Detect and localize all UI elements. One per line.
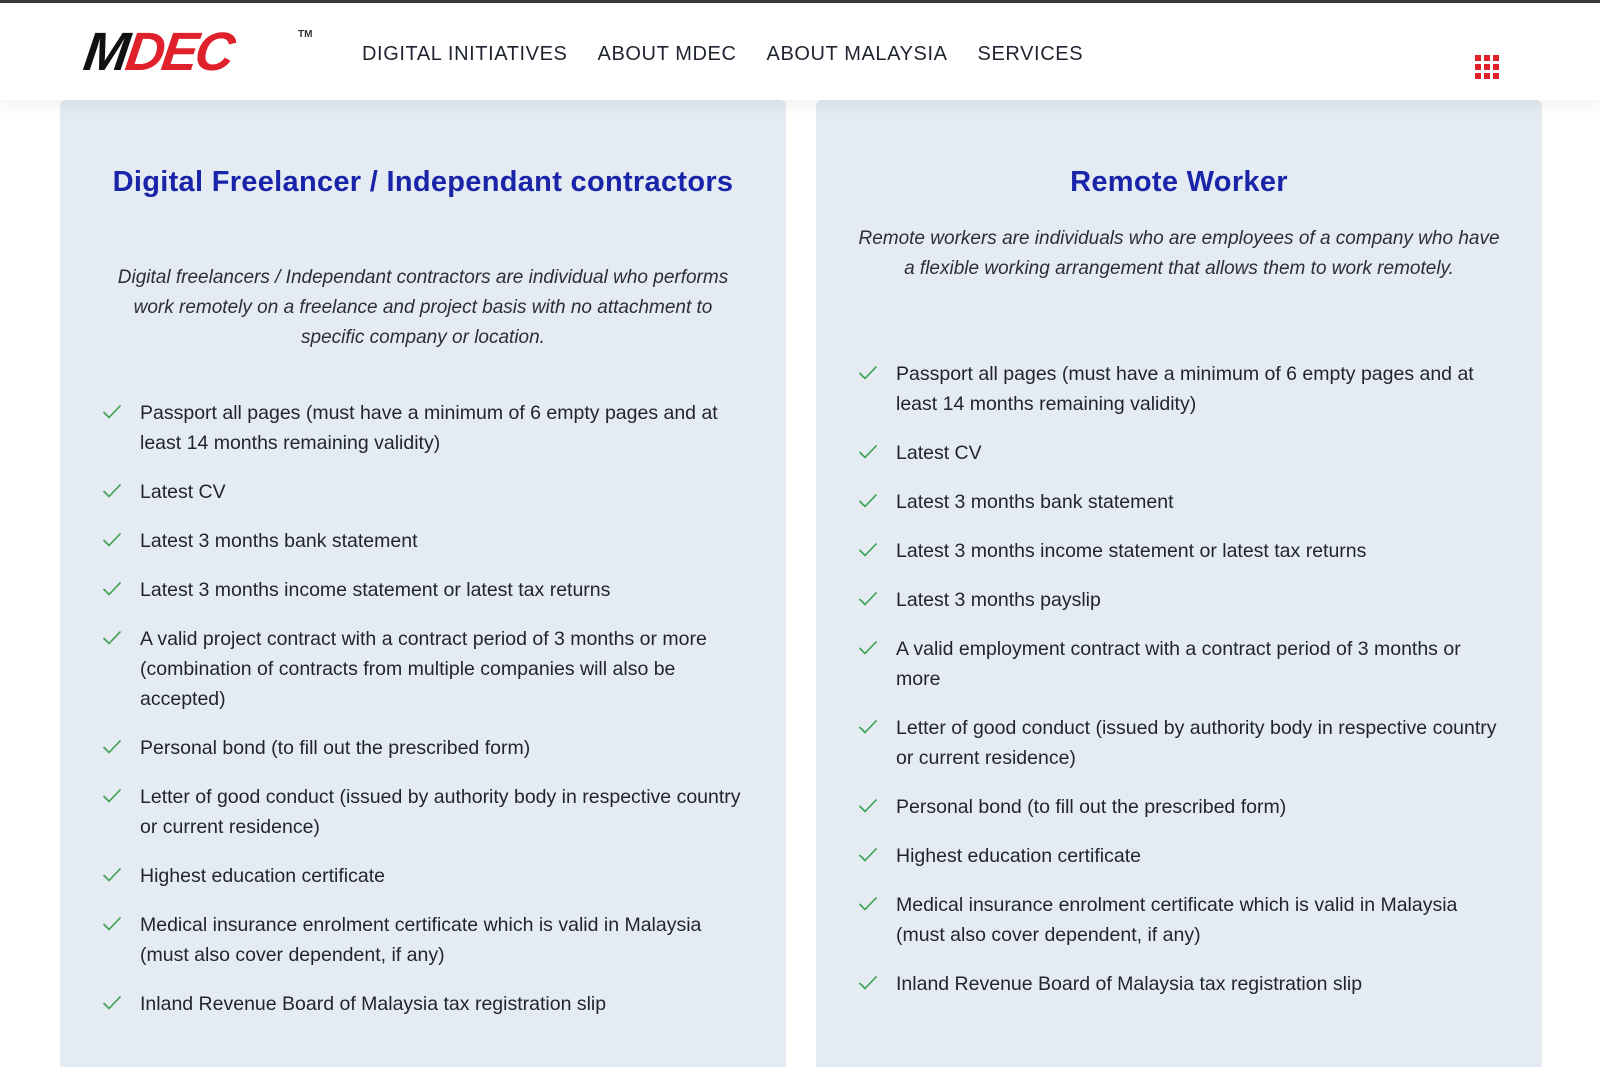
list-item — [102, 398, 752, 458]
checkmark-icon — [858, 847, 878, 863]
list-item-text: Highest education certificate — [896, 845, 1141, 867]
list-item-text: Latest 3 months payslip — [896, 589, 1101, 611]
checkmark-icon — [858, 798, 878, 814]
checkmark-icon — [858, 365, 878, 381]
list-item-text: A valid employment contract with a contract period of 3 months or more — [896, 638, 1461, 690]
checkmark-icon — [102, 916, 122, 932]
list-item-text: Passport all pages (must have a minimum of 6 empty pages and at least 14 months remaining validity) — [896, 363, 1474, 415]
checkmark-icon — [102, 739, 122, 755]
list-item — [858, 969, 1508, 999]
list-item-text: A valid project contract with a contract period of 3 months or more (combination of contracts from multiple companies will also be accepted) — [140, 628, 707, 710]
list-item-text: Latest 3 months bank statement — [140, 530, 418, 552]
checkmark-icon — [102, 532, 122, 548]
list-item — [858, 890, 1508, 950]
list-item-text: Medical insurance enrolment certificate which is valid in Malaysia (must also cover dependent, if any) — [896, 894, 1458, 946]
list-item — [858, 634, 1508, 694]
card-title: Digital Freelancer / Independant contractors — [112, 166, 734, 198]
requirements-list — [858, 359, 1508, 1018]
card-digital-freelancer — [60, 100, 786, 1067]
nav-services[interactable]: SERVICES — [977, 43, 1084, 65]
list-item-text: Personal bond (to fill out the prescribed form) — [140, 737, 531, 759]
list-item — [858, 487, 1508, 517]
checkmark-icon — [858, 896, 878, 912]
mdec-logo[interactable] — [80, 22, 320, 82]
card-description: Remote workers are individuals who are employees of a company who have a flexible working arrangement that allows them to work remotely. — [858, 228, 1500, 279]
checkmark-icon — [102, 483, 122, 499]
checkmark-icon — [102, 581, 122, 597]
checkmark-icon — [858, 975, 878, 991]
checkmark-icon — [858, 493, 878, 509]
nav-about-malaysia[interactable]: ABOUT MALAYSIA — [766, 43, 948, 65]
logo-letter-m: M — [80, 22, 131, 82]
list-item — [102, 989, 752, 1019]
list-item — [858, 841, 1508, 871]
list-item — [858, 359, 1508, 419]
checkmark-icon — [858, 640, 878, 656]
list-item-text: Personal bond (to fill out the prescribed form) — [896, 796, 1287, 818]
list-item-text: Letter of good conduct (issued by authority body in respective country or current residence) — [140, 786, 741, 838]
list-item — [102, 861, 752, 891]
list-item-text: Medical insurance enrolment certificate which is valid in Malaysia (must also cover dependent, if any) — [140, 914, 702, 966]
card-remote-worker — [816, 100, 1542, 1067]
list-item-text: Latest 3 months bank statement — [896, 491, 1174, 513]
checkmark-icon — [102, 788, 122, 804]
checkmark-icon — [102, 867, 122, 883]
list-item — [102, 733, 752, 763]
list-item-text: Latest CV — [896, 442, 982, 464]
checkmark-icon — [858, 444, 878, 460]
main-nav — [362, 3, 1113, 100]
list-item-text: Inland Revenue Board of Malaysia tax registration slip — [140, 993, 607, 1015]
list-item-text: Latest 3 months income statement or latest tax returns — [896, 540, 1367, 562]
requirements-list — [102, 398, 752, 1038]
list-item-text: Letter of good conduct (issued by authority body in respective country or current residence) — [896, 717, 1497, 769]
list-item — [102, 575, 752, 605]
list-item-text: Inland Revenue Board of Malaysia tax registration slip — [896, 973, 1363, 995]
list-item — [102, 526, 752, 556]
list-item — [858, 713, 1508, 773]
nav-about-mdec[interactable]: ABOUT MDEC — [597, 43, 737, 65]
list-item-text: Passport all pages (must have a minimum of 6 empty pages and at least 14 months remaining validity) — [140, 402, 718, 454]
trademark-symbol: TM — [298, 29, 313, 40]
logo-wordmark — [80, 21, 236, 83]
checkmark-icon — [858, 719, 878, 735]
logo-letters-dec: DEC — [122, 22, 236, 82]
nav-digital-initiatives[interactable]: DIGITAL INITIATIVES — [362, 43, 568, 65]
list-item-text: Highest education certificate — [140, 865, 385, 887]
checkmark-icon — [102, 995, 122, 1011]
checkmark-icon — [102, 630, 122, 646]
list-item — [858, 585, 1508, 615]
list-item-text: Latest CV — [140, 481, 226, 503]
apps-grid-icon[interactable] — [1475, 55, 1499, 79]
card-title: Remote Worker — [1070, 166, 1288, 198]
list-item-text: Latest 3 months income statement or latest tax returns — [140, 579, 611, 601]
checkmark-icon — [858, 591, 878, 607]
card-description: Digital freelancers / Independant contractors are individual who performs work remotely on a freelance and project basis with no attachment to specific company or location. — [117, 267, 729, 348]
checkmark-icon — [858, 542, 878, 558]
site-header — [0, 3, 1600, 100]
list-item — [858, 438, 1508, 468]
list-item — [102, 477, 752, 507]
checkmark-icon — [102, 404, 122, 420]
list-item — [102, 624, 752, 714]
list-item — [858, 536, 1508, 566]
list-item — [858, 792, 1508, 822]
list-item — [102, 910, 752, 970]
list-item — [102, 782, 752, 842]
